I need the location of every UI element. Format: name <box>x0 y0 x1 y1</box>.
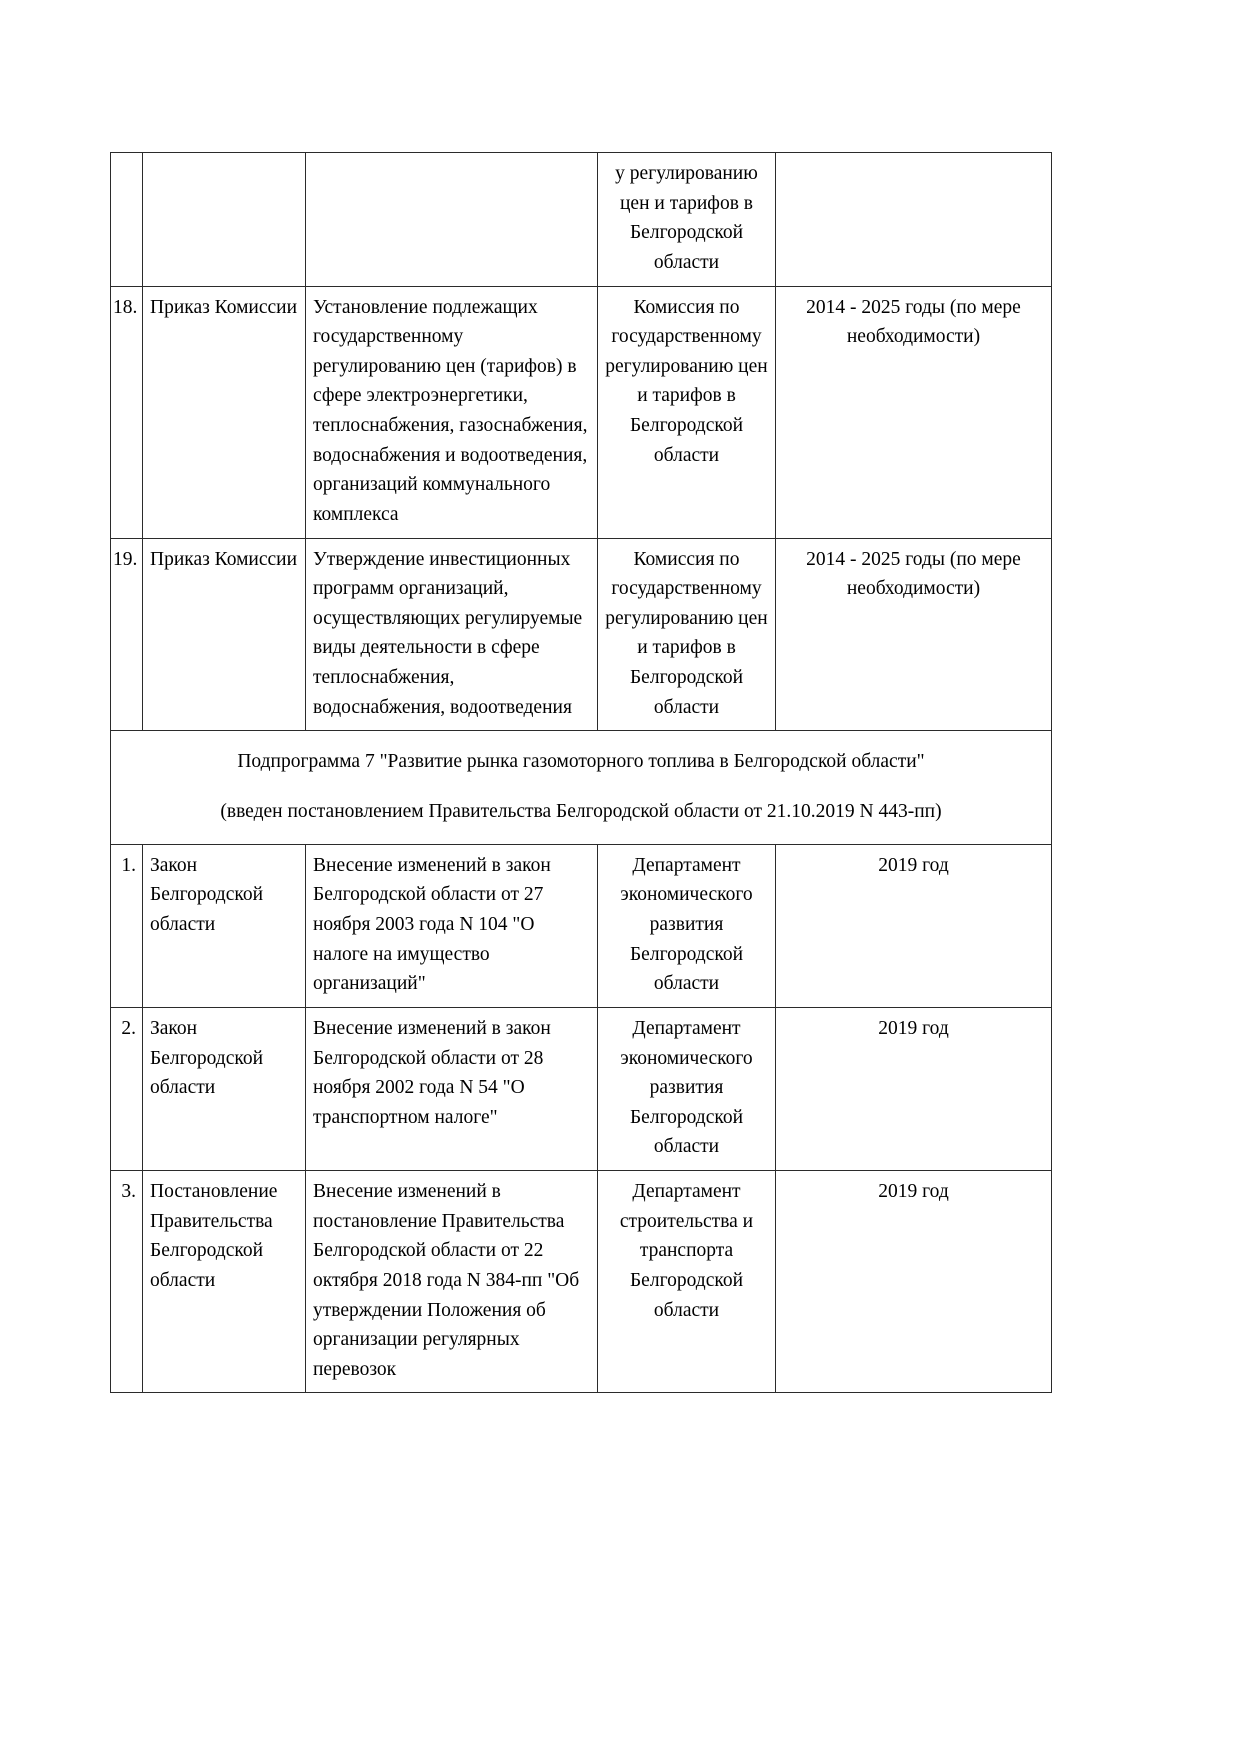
cell-executor: Комиссия по государственному регулированию цен и тарифов в Белгородской области <box>598 286 776 538</box>
table-row <box>111 1007 1052 1170</box>
cell-term: 2019 год <box>776 1007 1052 1170</box>
table-row <box>111 1171 1052 1393</box>
table-row-continuation <box>111 153 1052 287</box>
cell-number <box>111 153 143 287</box>
cell-term: 2014 - 2025 годы (по мере необходимости) <box>776 538 1052 731</box>
table-row <box>111 538 1052 731</box>
cell-number: 19. <box>111 538 143 731</box>
cell-doc-type <box>143 153 306 287</box>
cell-doc-type: Постановление Правительства Белгородской области <box>143 1171 306 1393</box>
cell-description: Внесение изменений в постановление Правительства Белгородской области от 22 октября 2018 года N 384-пп "Об утверждении Положения об организации регулярных перевозок <box>306 1171 598 1393</box>
cell-description: Установление подлежащих государственному регулированию цен (тарифов) в сфере электроэнергетики, теплоснабжения, газоснабжения, водоснабжения и водоотведения, организаций коммунального комплекса <box>306 286 598 538</box>
cell-doc-type: Приказ Комиссии <box>143 538 306 731</box>
spacer <box>141 777 1021 797</box>
cell-number: 3. <box>111 1171 143 1393</box>
cell-description: Внесение изменений в закон Белгородской области от 27 ноября 2003 года N 104 "О налоге на имущество организаций" <box>306 844 598 1007</box>
cell-executor: Департамент экономического развития Белгородской области <box>598 844 776 1007</box>
cell-doc-type: Закон Белгородской области <box>143 1007 306 1170</box>
subprogram-header-cell <box>111 731 1052 845</box>
cell-number: 1. <box>111 844 143 1007</box>
cell-number: 18. <box>111 286 143 538</box>
table-row <box>111 844 1052 1007</box>
table-row-section-header <box>111 731 1052 845</box>
cell-number: 2. <box>111 1007 143 1170</box>
subprogram-subtitle: (введен постановлением Правительства Белгородской области от 21.10.2019 N 443-пп) <box>220 800 942 822</box>
cell-description <box>306 153 598 287</box>
cell-executor: Департамент экономического развития Белгородской области <box>598 1007 776 1170</box>
cell-term: 2014 - 2025 годы (по мере необходимости) <box>776 286 1052 538</box>
table-row <box>111 286 1052 538</box>
cell-term: 2019 год <box>776 1171 1052 1393</box>
legal-acts-table <box>110 152 1052 1393</box>
cell-term: 2019 год <box>776 844 1052 1007</box>
cell-doc-type: Закон Белгородской области <box>143 844 306 1007</box>
cell-executor: у регулированию цен и тарифов в Белгородской области <box>598 153 776 287</box>
cell-description: Внесение изменений в закон Белгородской области от 28 ноября 2002 года N 54 "О транспортном налоге" <box>306 1007 598 1170</box>
cell-executor: Департамент строительства и транспорта Белгородской области <box>598 1171 776 1393</box>
cell-description: Утверждение инвестиционных программ организаций, осуществляющих регулируемые виды деятельности в сфере теплоснабжения, водоснабжения, водоотведения <box>306 538 598 731</box>
cell-doc-type: Приказ Комиссии <box>143 286 306 538</box>
cell-term <box>776 153 1052 287</box>
cell-executor: Комиссия по государственному регулированию цен и тарифов в Белгородской области <box>598 538 776 731</box>
subprogram-title: Подпрограмма 7 "Развитие рынка газомоторного топлива в Белгородской области" <box>237 751 925 773</box>
